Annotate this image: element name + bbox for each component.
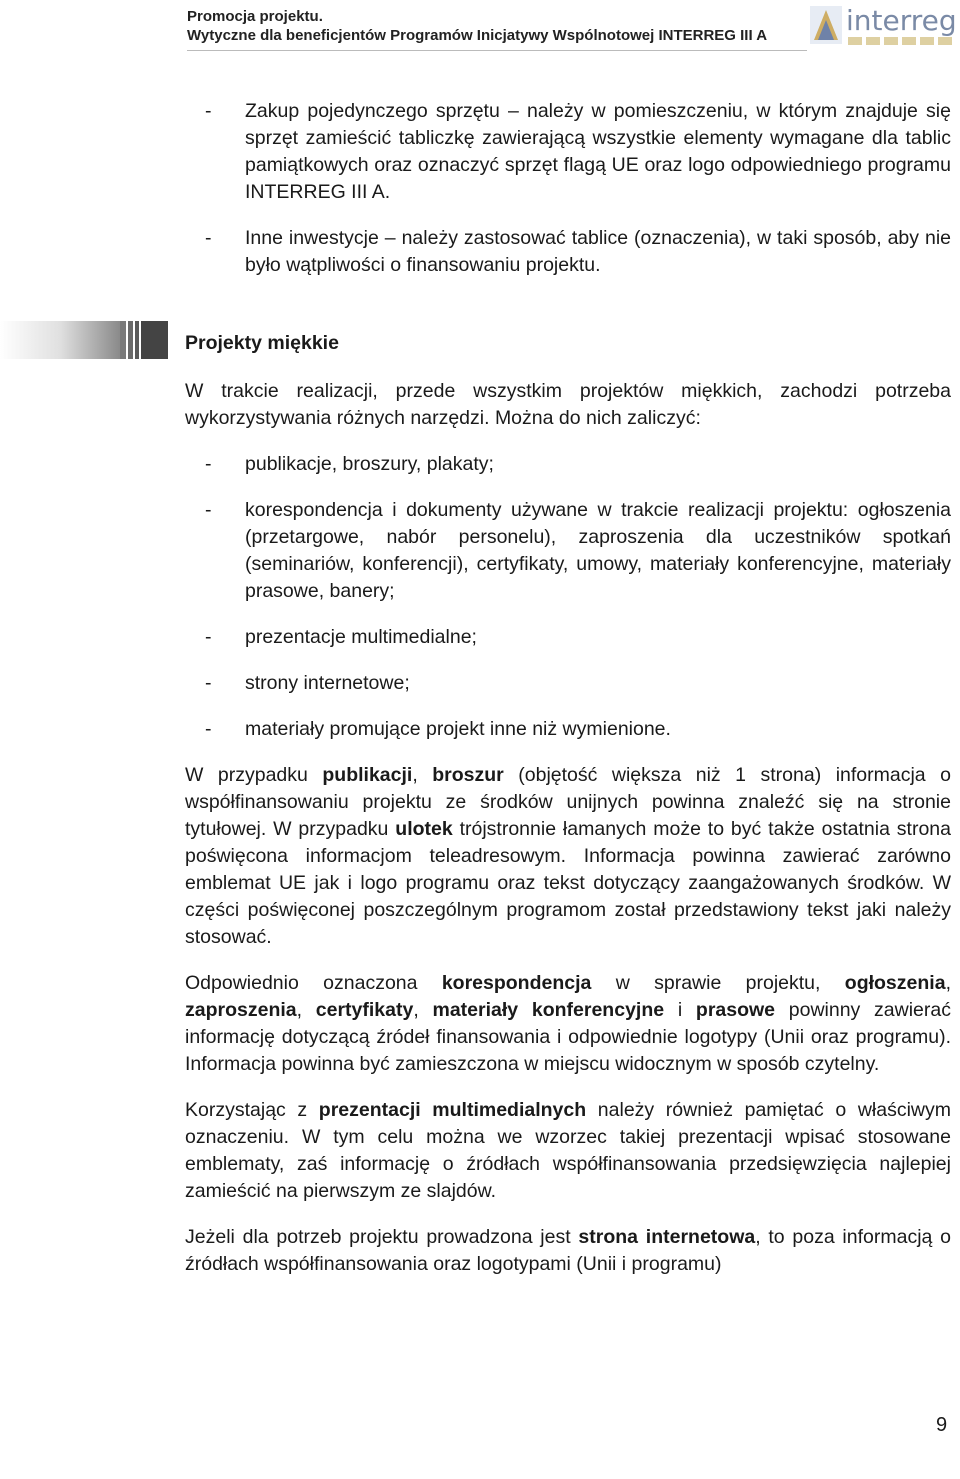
list-item xyxy=(185,225,951,279)
interreg-logo-icon xyxy=(810,6,842,44)
bold-run: broszur xyxy=(432,764,504,786)
page-number: 9 xyxy=(936,1414,948,1436)
list-item xyxy=(185,451,951,478)
list-dash: - xyxy=(205,672,212,694)
text-run: i xyxy=(664,999,696,1021)
list-item-text: Inne inwestycje – należy zastosować tablice (oznaczenia), w taki sposób, aby nie było wątpliwości o finansowaniu projektu. xyxy=(245,227,951,276)
list-item-text: publikacje, broszury, plakaty; xyxy=(245,453,494,475)
list-item xyxy=(185,624,951,651)
interreg-logo xyxy=(808,4,956,48)
text-run: (objętość większa niż 1 strona) informacja o współfinansowaniu projektu ze środków unijnych powinna znaleźć się na stronie tytułowej. W przypadku xyxy=(185,764,951,840)
list-dash: - xyxy=(205,227,212,249)
paragraph-presentations xyxy=(185,1097,951,1205)
bold-run: certyfikaty xyxy=(315,999,414,1021)
text-run: , xyxy=(296,999,316,1021)
list-item xyxy=(185,670,951,697)
bold-run: publikacji xyxy=(322,764,413,786)
list-item-text: materiały promujące projekt inne niż wymienione. xyxy=(245,718,671,740)
section-intro: W trakcie realizacji, przede wszystkim projektów miękkich, zachodzi potrzeba wykorzystywania różnych narzędzi. Można do nich zaliczyć: xyxy=(185,380,951,429)
paragraph-publications xyxy=(185,762,951,951)
bold-run: prasowe xyxy=(695,999,776,1021)
text-run: Korzystając z xyxy=(185,1099,319,1121)
header-divider xyxy=(187,50,807,51)
paragraph-website xyxy=(185,1224,951,1278)
list-dash: - xyxy=(205,718,212,740)
bold-run: materiały konferencyjne xyxy=(432,999,665,1021)
section-band-gradient xyxy=(0,321,168,359)
list-item-text: strony internetowe; xyxy=(245,672,410,694)
text-run: , to poza informacją o źródłach współfinansowania oraz logotypami (Unii i programu) xyxy=(185,1226,951,1275)
list-dash: - xyxy=(205,100,212,122)
header-title: Promocja projektu. xyxy=(187,8,323,25)
header-subtitle: Wytyczne dla beneficjentów Programów Inicjatywy Wspólnotowej INTERREG III A xyxy=(187,27,768,44)
logo-wordmark: interreg xyxy=(846,4,957,37)
text-run: , xyxy=(412,764,433,786)
bold-run: zaproszenia xyxy=(185,999,297,1021)
bold-run: strona internetowa xyxy=(578,1226,756,1248)
list-dash: - xyxy=(205,453,212,475)
section-title: Projekty miękkie xyxy=(185,332,339,354)
bold-run: ogłoszenia xyxy=(844,972,946,994)
list-dash: - xyxy=(205,499,212,521)
text-run: Odpowiednio oznaczona xyxy=(185,972,442,994)
bold-run: prezentacji multimedialnych xyxy=(318,1099,587,1121)
list-item xyxy=(185,497,951,605)
text-run: powinny zawierać informację dotyczącą źródeł finansowania i odpowiednie logotypy (Unii oraz programu). Informacja powinna być zamieszczona w miejscu widocznym w sposób czytelny. xyxy=(185,999,951,1075)
paragraph-correspondence xyxy=(185,970,951,1078)
bold-run: ulotek xyxy=(395,818,453,840)
document-body xyxy=(185,98,951,1278)
text-run: Jeżeli dla potrzeb projektu prowadzona jest xyxy=(185,1226,579,1248)
list-item xyxy=(185,716,951,743)
list-item-text: prezentacje multimedialne; xyxy=(245,626,477,648)
list-item xyxy=(185,98,951,206)
logo-subline xyxy=(848,37,952,45)
text-run: , xyxy=(945,972,951,994)
text-run: należy również pamiętać o właściwym oznaczeniu. W tym celu można we wzorzec takiej prezentacji wpisać stosowane emblematy, zaś informację o źródłach współfinansowania przedsięwzięcia najlepiej zamieścić na pierwszym ze slajdów. xyxy=(185,1099,952,1202)
text-run: w sprawie projektu, xyxy=(591,972,845,994)
list-item-text: korespondencja i dokumenty używane w trakcie realizacji projektu: ogłoszenia (przetargowe, nabór personelu), zaproszenia dla uczestników spotkań (seminariów, konferencji), certyfikaty, umowy, materiały konferencyjne, materiały prasowe, banery; xyxy=(245,499,951,602)
list-item-text: Zakup pojedynczego sprzętu – należy w pomieszczeniu, w którym znajduje się sprzęt zamieścić tabliczkę zawierającą wszystkie elementy wymagane dla tablic pamiątkowych oraz oznaczyć sprzęt flagą UE oraz logo odpowiedniego programu INTERREG III A. xyxy=(245,100,951,203)
page-header xyxy=(0,0,960,56)
list-dash: - xyxy=(205,626,212,648)
bold-run: korespondencja xyxy=(441,972,592,994)
text-run: trójstronnie łamanych może to być także ostatnia strona poświęcona informacjom teleadresowym. Informacja powinna zawierać zarówno emblemat UE jak i logo programu oraz tekst dotyczący zaangażowanych środków. W części poświęconej poszczególnym programom został przedstawiony tekst jaki należy stosować. xyxy=(185,818,951,948)
text-run: W przypadku xyxy=(185,764,323,786)
text-run: , xyxy=(413,999,433,1021)
